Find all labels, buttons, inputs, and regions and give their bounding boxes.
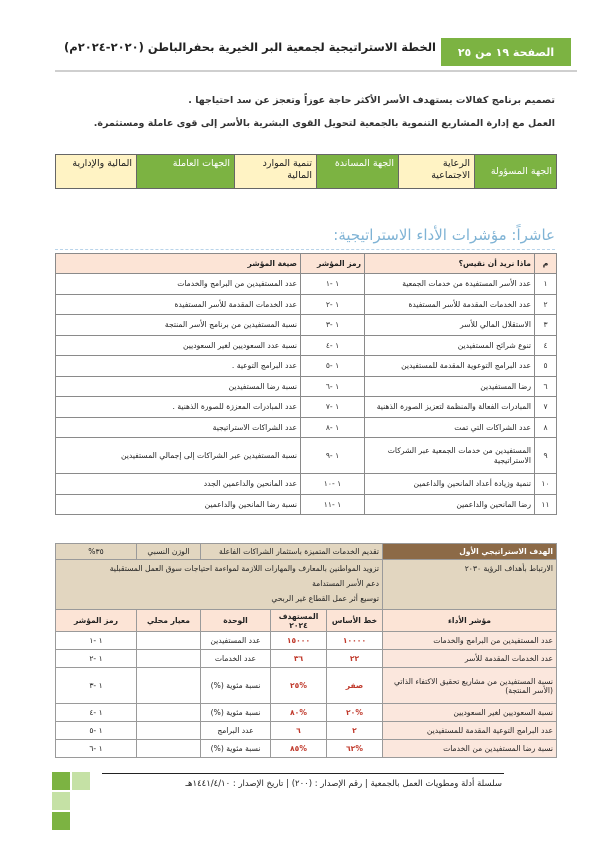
goal-cell-code: ١ -٣ [56, 668, 137, 704]
goal-cell-code: ١ -٦ [56, 740, 137, 758]
goal-text: تقديم الخدمات المتميزة باستثمار الشراكات الفاعلة [200, 544, 382, 560]
goal-row [56, 722, 557, 740]
kpi-cell-what: تنمية وزيادة أعداد المانحين والداعمين [365, 474, 535, 495]
kpi-cell-n: ٢ [535, 294, 557, 315]
goal-cell-local [136, 650, 200, 668]
kpi-row [56, 356, 557, 377]
vision-link-label: الارتباط بأهداف الرؤية ٢٠٣٠ [383, 560, 557, 610]
deco-square [72, 772, 90, 790]
goal-cell-local [136, 704, 200, 722]
goal-row [56, 632, 557, 650]
goal-cell-baseline: %٢٠ [327, 704, 383, 722]
goal-cell-code: ١ -٤ [56, 704, 137, 722]
footer-text: سلسلة أدلة ومطويات العمل بالجمعية | رقم الإصدار : (٢٠٠) | تاريخ الإصدار : ١٤٤١/٤/١٠هـ [185, 779, 502, 789]
footer-decoration [52, 772, 112, 832]
goal-cell-target: ٦ [271, 722, 327, 740]
kpi-cell-n: ٩ [535, 438, 557, 474]
goal-cell-code: ١ -١ [56, 632, 137, 650]
goal-cell-indicator: عدد البرامج التوعية المقدمة للمستفيدين [383, 722, 557, 740]
responsibility-table [55, 154, 557, 189]
goal-cell-unit: نسبة مئوية (%) [200, 668, 270, 704]
kpi-cell-formula: عدد الشراكات الاستراتيجية [56, 417, 301, 438]
kpi-cell-formula: نسبة المستفيدين عبر الشراكات إلى إجمالي المستفيدين [56, 438, 301, 474]
goal-cell-target: ١٥٠٠٠ [271, 632, 327, 650]
kpi-table [55, 253, 557, 515]
goal-cell-local [136, 668, 200, 704]
kpi-header: صيغة المؤشر [56, 254, 301, 274]
goal-row [56, 668, 557, 704]
kpi-row [56, 335, 557, 356]
page-number-badge: الصفحة ١٩ من ٢٥ [441, 38, 571, 66]
kpi-cell-n: ١١ [535, 494, 557, 515]
goal-cell-target: ٣٦ [271, 650, 327, 668]
kpi-cell-formula: عدد المستفيدين من البرامج والخدمات [56, 274, 301, 295]
kpi-row [56, 474, 557, 495]
footer-divider [102, 773, 504, 774]
kpi-cell-formula: نسبة رضا المستفيدين [56, 376, 301, 397]
kpi-cell-what: المبادرات الفعالة والمنظمة لتعزيز الصورة الذهنية [365, 397, 535, 418]
kpi-cell-what: رضا المانحين والداعمين [365, 494, 535, 515]
kpi-cell-code: ١ -٩ [301, 438, 365, 474]
kpi-row [56, 274, 557, 295]
goal-cell-code: ١ -٥ [56, 722, 137, 740]
goal-cell-baseline: ٢٢ [327, 650, 383, 668]
kpi-cell-n: ٣ [535, 315, 557, 336]
resp-cell: الجهة المسؤولة [475, 155, 557, 189]
kpi-header: رمز المؤشر [301, 254, 365, 274]
kpi-cell-code: ١ -٧ [301, 397, 365, 418]
kpi-cell-code: ١ -٣ [301, 315, 365, 336]
goal-label: الهدف الاستراتيجي الأول [383, 544, 557, 560]
kpi-cell-code: ١ -٤ [301, 335, 365, 356]
kpi-cell-formula: عدد المانحين والداعمين الجدد [56, 474, 301, 495]
goal-cell-local [136, 722, 200, 740]
goal-cell-unit: عدد البرامج [200, 722, 270, 740]
vision-line: تزويد المواطنين بالمعارف والمهارات اللازمة لمواءمة احتياجات سوق العمل المستقبلية [109, 564, 379, 573]
kpi-cell-formula: عدد البرامج التوعية . [56, 356, 301, 377]
goal-row [56, 650, 557, 668]
deco-square [52, 792, 70, 810]
goal-cell-baseline: ٢ [327, 722, 383, 740]
kpi-cell-code: ١ -١١ [301, 494, 365, 515]
goal-cell-unit: عدد المستفيدين [200, 632, 270, 650]
goal-cell-target: %٢٥ [271, 668, 327, 704]
kpi-cell-n: ٧ [535, 397, 557, 418]
resp-cell: الجهات العاملة [137, 155, 235, 189]
kpi-cell-what: عدد الأسر المستفيدة من خدمات الجمعية [365, 274, 535, 295]
kpi-row [56, 494, 557, 515]
goal-cell-code: ١ -٢ [56, 650, 137, 668]
kpi-cell-formula: نسبة عدد السعوديين لغير السعوديين [56, 335, 301, 356]
goal-cell-indicator: نسبة رضا المستفيدين من الخدمات [383, 740, 557, 758]
goal-cell-local [136, 632, 200, 650]
kpi-cell-code: ١ -٢ [301, 294, 365, 315]
kpi-header: ماذا نريد أن نقيس؟ [365, 254, 535, 274]
kpi-row [56, 397, 557, 418]
goal-cell-baseline: ١٠٠٠٠ [327, 632, 383, 650]
goal-header: مؤشر الأداء [383, 610, 557, 632]
kpi-cell-code: ١ -٦ [301, 376, 365, 397]
goal-cell-indicator: نسبة السعوديين لغير السعوديين [383, 704, 557, 722]
kpi-cell-n: ١ [535, 274, 557, 295]
kpi-row [56, 315, 557, 336]
goal-cell-indicator: عدد الخدمات المقدمة للأسر [383, 650, 557, 668]
goal-cell-baseline: صفر [327, 668, 383, 704]
goal-header: المستهدف ٢٠٢٤ [271, 610, 327, 632]
paragraph-1: تصميم برنامج كفالات يستهدف الأسر الأكثر حاجة عوزاً وتعجز عن سد احتياجها . [188, 95, 555, 106]
kpi-cell-n: ٨ [535, 417, 557, 438]
kpi-cell-code: ١ -١ [301, 274, 365, 295]
vision-line: دعم الأسر المستدامة [312, 579, 379, 588]
kpi-cell-code: ١ -٨ [301, 417, 365, 438]
goal-header: رمز المؤشر [56, 610, 137, 632]
document-title: الخطة الاستراتيجية لجمعية البر الخيرية بحفرالباطن (٢٠٢٠-٢٠٢٤م) [64, 40, 436, 54]
kpi-header: م [535, 254, 557, 274]
kpi-cell-what: تنوع شرائح المستفيدين [365, 335, 535, 356]
kpi-cell-what: الاستقلال المالي للأسر [365, 315, 535, 336]
goal-row [56, 740, 557, 758]
kpi-row [56, 438, 557, 474]
kpi-cell-formula: نسبة المستفيدين من برنامج الأسر المنتجة [56, 315, 301, 336]
kpi-row [56, 376, 557, 397]
resp-cell: الجهة المساندة [317, 155, 399, 189]
kpi-cell-what: رضا المستفيدين [365, 376, 535, 397]
goal-cell-target: %٨٠ [271, 704, 327, 722]
kpi-cell-code: ١ -١٠ [301, 474, 365, 495]
kpi-cell-n: ١٠ [535, 474, 557, 495]
resp-cell: المالية والإدارية [56, 155, 137, 189]
goal-cell-unit: نسبة مئوية (%) [200, 704, 270, 722]
vision-link-lines [56, 560, 383, 610]
kpi-row [56, 417, 557, 438]
kpi-row [56, 294, 557, 315]
goal-cell-baseline: %٦٢ [327, 740, 383, 758]
kpi-cell-formula: نسبة رضا المانحين والداعمين [56, 494, 301, 515]
deco-square [52, 772, 70, 790]
deco-square [52, 812, 70, 830]
goal-cell-indicator: نسبة المستفيدين من مشاريع تحقيق الاكتفاء الذاتي (الأسر المنتجة) [383, 668, 557, 704]
goal-cell-local [136, 740, 200, 758]
weight-label: الوزن النسبي [136, 544, 200, 560]
goal-cell-target: %٨٥ [271, 740, 327, 758]
goal-cell-unit: نسبة مئوية (%) [200, 740, 270, 758]
goal-cell-indicator: عدد المستفيدين من البرامج والخدمات [383, 632, 557, 650]
goal-row [56, 704, 557, 722]
resp-cell: تنمية الموارد المالية [235, 155, 317, 189]
goal-cell-unit: عدد الخدمات [200, 650, 270, 668]
weight-value: ٣٥% [56, 544, 137, 560]
kpi-cell-n: ٦ [535, 376, 557, 397]
goal-header: معيار محلي [136, 610, 200, 632]
kpi-cell-what: المستفيدين من خدمات الجمعية عبر الشركات الاستراتيجية [365, 438, 535, 474]
goal-table [55, 543, 557, 758]
kpi-cell-what: عدد الخدمات المقدمة للأسر المستفيدة [365, 294, 535, 315]
kpi-cell-formula: عدد الخدمات المقدمة للأسر المستفيدة [56, 294, 301, 315]
kpi-cell-what: عدد الشراكات التي تمت [365, 417, 535, 438]
resp-cell: الرعاية الاجتماعية [399, 155, 475, 189]
section-title: عاشراً: مؤشرات الأداء الاستراتيجية: [55, 226, 555, 250]
vision-line: توسيع أثر عمل القطاع غير الربحي [271, 594, 379, 603]
kpi-cell-n: ٤ [535, 335, 557, 356]
goal-header: خط الأساس [327, 610, 383, 632]
kpi-cell-what: عدد البرامج التوعوية المقدمة للمستفيدين [365, 356, 535, 377]
goal-header: الوحدة [200, 610, 270, 632]
kpi-cell-n: ٥ [535, 356, 557, 377]
kpi-cell-formula: عدد المبادرات المعززة للصورة الذهنية . [56, 397, 301, 418]
kpi-cell-code: ١ -٥ [301, 356, 365, 377]
paragraph-2: العمل مع إدارة المشاريع التنموية بالجمعية لتحويل القوى البشرية بالأسر إلى قوى عاملة ومستثمرة. [93, 118, 555, 129]
